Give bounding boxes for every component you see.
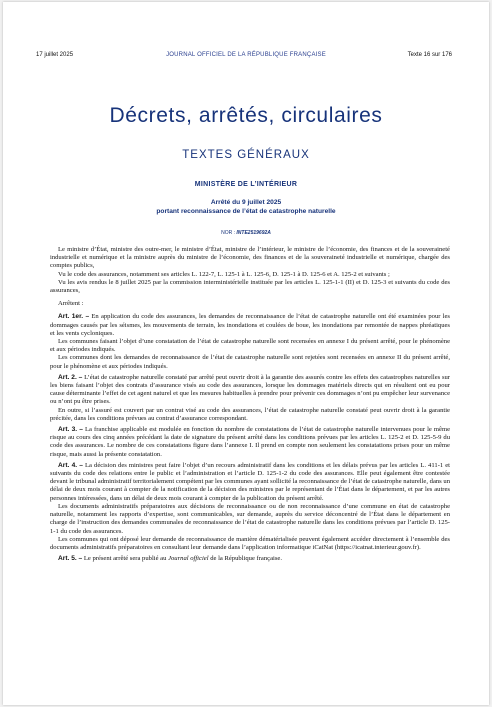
article-1-para-2: Les communes faisant l’objet d’une constatation de l’état de catastrophe naturelle sont recensées en annexe I du présent arrêté, pour le phénomène et aux périodes indiqués. bbox=[50, 338, 450, 354]
article-3-label: Art. 3. – bbox=[58, 426, 83, 434]
header-page-number: Texte 16 sur 176 bbox=[407, 52, 452, 58]
nor-label: NOR : bbox=[221, 230, 237, 236]
article-5-text-pre: Le présent arrêté sera publié au bbox=[83, 555, 169, 563]
arrete-title-line-2: portant reconnaissance de l’état de catastrophe naturelle bbox=[156, 207, 336, 215]
article-4-text: La décision des ministres peut faire l’objet d’un recours administratif dans les conditions et les délais prévus par les articles L. 411-1 et suivants du code des relations entre le public et l’administration et l’article D. 125-1-2 du code des assurances. Elle peut également être contestée devant le tribunal administratif territorialement compétent par les communes ayant sollicité la reconnaissance de l’état de catastrophe naturelle, dans un délai de deux mois courant à compter de la notification de la décision des ministres par le représentant de l’État dans le département, et par les autres personnes intéressées, dans un délai de deux mois courant à compter de la publication du présent arrêté. bbox=[50, 461, 451, 502]
visa-code-assurances: Vu le code des assurances, notamment ses articles L. 122-7, L. 125-1 à L. 125-6, D. 125-1 à D. 125-6 et A. 125-2 et suivants ; bbox=[58, 270, 390, 278]
article-1-para-1 bbox=[50, 313, 450, 338]
article-1-para-3: Les communes dont les demandes de reconnaissance de l’état de catastrophe naturelle sont rejetées sont recensées en annexe II du présent arrêté, pour le phénomène et aux périodes indiqués. bbox=[50, 354, 450, 370]
article-1-text: En application du code des assurances, les demandes de reconnaissance de l’état de catastrophe naturelle ont été examinées pour les dommages causés par les séismes, les mouvements de terrain, les inondations et coulées de boue, les inondations par remontée de nappes phréatiques et les vents cycloniques. bbox=[50, 313, 450, 337]
article-4-label: Art. 4. – bbox=[58, 461, 83, 469]
article-4-para-3: Les communes qui ont déposé leur demande de reconnaissance de manière dématérialisée peuvent également accéder directement à l’ensemble des documents administratifs préparatoires en consultant leur demande dans l’application informatique iCatNat (https://icatnat.interieur.gouv.fr). bbox=[50, 535, 450, 551]
article-4-para-1 bbox=[50, 462, 450, 503]
header-date: 17 juillet 2025 bbox=[36, 52, 74, 58]
nor-reference bbox=[3, 230, 489, 236]
article-4-para-2: Les documents administratifs préparatoires aux décisions de reconnaissance ou de non reconnaissance d’une commune en état de catastrophe naturelle, notamment les rapports d’expertise, sont communicables, sur demande, auprès du service déconcentré de l’État dans le département en charge de l’instruction des demandes communales de reconnaissance de l’état de catastrophe naturelle dans les conditions prévues par l’article D. 125-1-1 du code des assurances. bbox=[50, 502, 450, 535]
arrete-title bbox=[3, 199, 489, 216]
page-title: Décrets, arrêtés, circulaires bbox=[109, 104, 383, 127]
article-2-para-1 bbox=[50, 374, 450, 407]
nor-value: INTE2519692A bbox=[236, 230, 271, 236]
article-5-para-1 bbox=[50, 555, 450, 563]
visa-avis-commission: Vu les avis rendus le 8 juillet 2025 par la commission interministérielle instituée par les articles L. 125-1-1 (II) et D. 125-3 et suivants du code des assurances, bbox=[50, 278, 450, 295]
article-2-para-2: En outre, si l’assuré est couvert par un contrat visé au code des assurances, l’état de catastrophe naturelle constaté peut ouvrir droit à la garantie précitée, dans les conditions prévues au contrat d’assurance correspondant. bbox=[50, 406, 450, 422]
article-5-label: Art. 5. – bbox=[58, 555, 83, 563]
running-header bbox=[3, 52, 489, 62]
document-page bbox=[3, 2, 489, 705]
section-heading: TEXTES GÉNÉRAUX bbox=[182, 149, 310, 161]
document-body bbox=[50, 246, 450, 563]
article-3-text: La franchise applicable est modulée en fonction du nombre de constatations de l’état de catastrophe naturelle intervenues pour le même risque au cours des cinq années précédant la date de signature du présent arrêté dans les conditions prévues par les articles L. 125-2 et D. 125-5-9 du code des assurances. Le nombre de ces constatations figure dans l’annexe I. Il prend en compte non seulement les constatations prises pour un même risque, mais aussi la présente constatation. bbox=[50, 426, 450, 458]
arrete-title-line-1: Arrêté du 9 juillet 2025 bbox=[210, 199, 282, 206]
ministry-heading: MINISTÈRE DE L’INTÉRIEUR bbox=[194, 181, 298, 188]
article-3-para-1 bbox=[50, 426, 450, 459]
article-5-journal-officiel: Journal officiel bbox=[168, 555, 209, 563]
header-journal-title: JOURNAL OFFICIEL DE LA RÉPUBLIQUE FRANÇAISE bbox=[166, 52, 326, 58]
article-5-text-post: de la République française. bbox=[208, 555, 282, 563]
article-1-label: Art. 1er. – bbox=[58, 313, 90, 321]
arretent-line: Arrêtent : bbox=[58, 300, 84, 308]
article-2-text: L’état de catastrophe naturelle constaté par arrêté peut ouvrir droit à la garantie des assurés contre les effets des catastrophes naturelles sur les biens faisant l’objet des contrats d’assurance visés au code des assurances, lorsque les dommages matériels directs qui en résultent ont eu pour cause déterminante l’effet de cet agent naturel et que les mesures habituelles à prendre pour prévenir ces dommages n’ont pu empêcher leur survenance ou n’ont pu être prises. bbox=[50, 373, 450, 406]
article-2-label: Art. 2. – bbox=[58, 373, 83, 381]
visa-preamble: Le ministre d’État, ministre des outre-mer, le ministre d’État, ministre de l’intérieur, le ministre de l’économie, des finances et de la souveraineté industrielle et numérique et la ministre auprès du ministre de l’économie, des finances et de la souveraineté industrielle et numérique, chargée des comptes publics, bbox=[50, 246, 450, 270]
